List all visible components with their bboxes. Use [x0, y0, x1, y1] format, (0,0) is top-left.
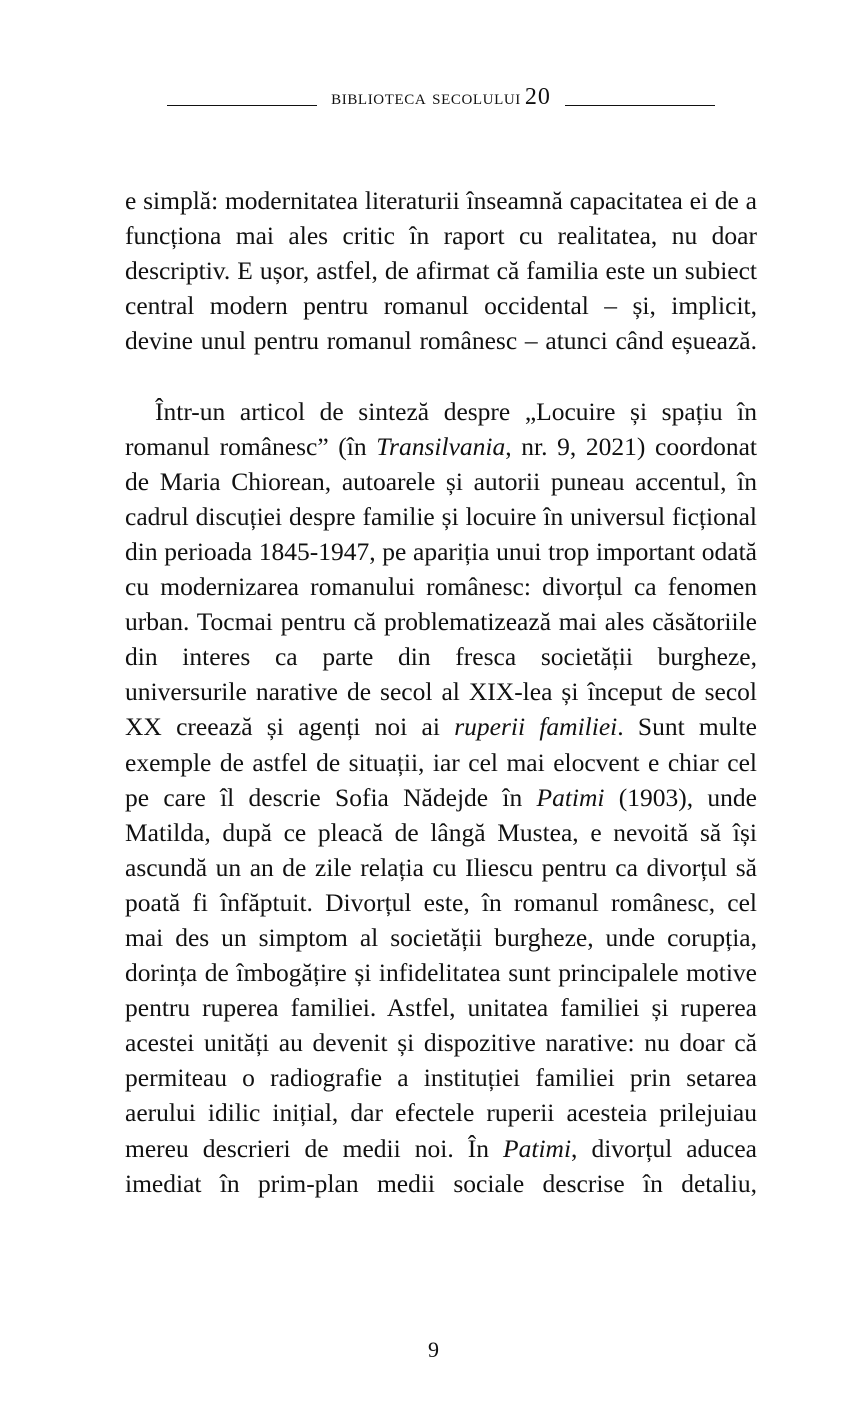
running-head-volume: 20 [524, 83, 551, 110]
paragraph-1 [125, 183, 757, 394]
text-block [125, 183, 757, 1236]
running-head-title-text: biblioteca secolului [331, 84, 521, 109]
italic-title-run: Patimi [536, 782, 605, 812]
text-run: e simplă: modernitatea literaturii înseamnă capacitatea ei de a funcționa mai ales critic în raport cu realitatea, nu doar descriptiv. E ușor, astfel, de afirmat că familia este un subiect central modern pentru romanul occidental – și, implicit, devine unul pentru romanul românesc – atunci când eșuează. [125, 186, 757, 356]
italic-title-run: Transilvania [376, 431, 506, 461]
paragraph-2 [125, 394, 757, 1236]
page-number: 9 [428, 1337, 439, 1362]
italic-title-run: Patimi [503, 1133, 572, 1163]
running-head-title [331, 84, 551, 111]
italic-title-run: ruperii familiei [454, 712, 618, 742]
header-rule-right-icon [565, 105, 715, 106]
text-run: , nr. 9, 2021) coordonat de Maria Chiorean, autoarele și autorii puneau accentul, în cadrul discuției despre familie și locuire în universul ficțional din perioada 1845-1947, pe apariția unui trop important odată cu modernizarea romanului românesc: divorțul ca fenomen urban. Tocmai pentru că problematizează mai ales căsătoriile din interes ca parte din fresca societății burgheze, universurile narative de secol al XIX-lea și început de secol XX creează și agenți noi ai [125, 431, 757, 742]
text-run: , divorțul aducea imediat în prim-plan medii sociale descrise în detaliu, [125, 1133, 757, 1198]
header-rule-left-icon [167, 105, 317, 106]
text-run: Într-un articol de sinteză despre „Locuire și spațiu în romanul românesc” (în [125, 396, 757, 461]
text-run: . Sunt multe exemple de astfel de situații, iar cel mai elocvent e chiar cel pe care îl descrie Sofia Nădejde în [125, 712, 758, 812]
text-run: (1903), unde Matilda, după ce pleacă de lângă Mustea, e nevoită să își ascundă un an de zile relația cu Iliescu pentru ca divorțul să poată fi înfăptuit. Divorțul este, în romanul românesc, cel mai des un simptom al societății burgheze, unde corupția, dorința de îmbogățire și infidelitatea sunt principalele motive pentru ruperea familiei. Astfel, unitatea familiei și ruperea acestei unități au devenit și dispozitive narative: nu doar că permiteau o radiografie a instituției familiei prin setarea aerului idilic inițial, dar efectele ruperii acesteia prilejuiau mereu descrieri de medii noi. În [125, 782, 757, 1163]
running-head [125, 82, 757, 112]
